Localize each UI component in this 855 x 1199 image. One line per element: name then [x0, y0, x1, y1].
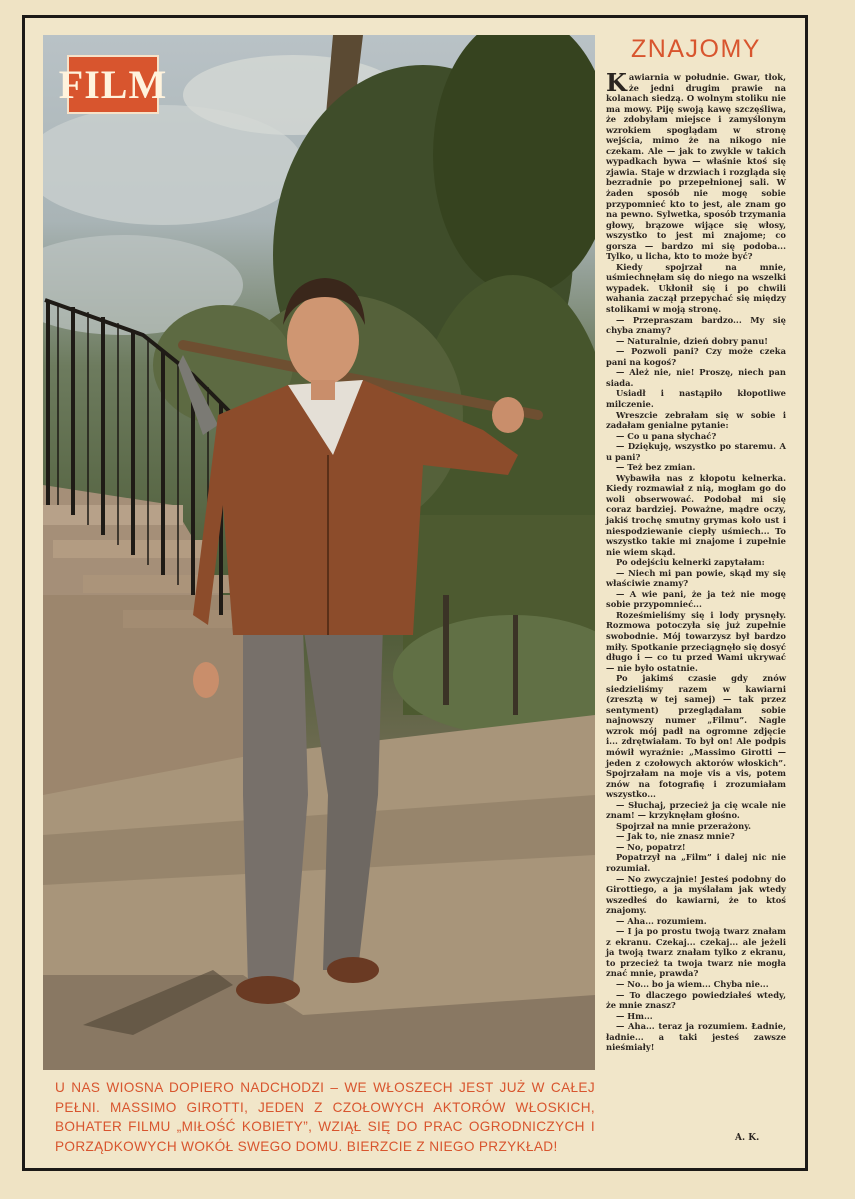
article-paragraph: — Naturalnie, dzień dobry panu!: [616, 335, 768, 346]
article-paragraph: — I ja po prostu twoją twarz znałam z ekranu. Czekaj... czekaj... ale jeżeli ja twoją twarz znałam tylko z ekranu, to przecież ta twoja twarz nie mogła znać mnie, prawda?: [606, 926, 786, 979]
article-paragraph: — Aha... rozumiem.: [616, 915, 707, 926]
article-paragraph: — Ależ nie, nie! Proszę, niech pan siada.: [606, 367, 786, 388]
article-paragraph: Usiadł i nastąpiło kłopotliwe milczenie.: [606, 388, 786, 409]
article-body: [606, 68, 786, 1053]
article-signature: A. K.: [735, 1133, 760, 1143]
article-paragraph: — Niech mi pan powie, skąd my się właściwie znamy?: [606, 567, 786, 589]
dropcap-letter: K: [606, 68, 627, 97]
article-paragraph: — Przepraszam bardzo... My się chyba znamy?: [606, 314, 786, 336]
article-paragraph: — Pozwoli pani? Czy może czeka pani na kogoś?: [606, 346, 786, 367]
article-paragraph: Kiedy spojrzał na mnie, uśmiechnęłam się do niego na wszelki wypadek. Ukłonił się i po chwili wahania zaczął przepychać się między stolikami w moją stronę.: [606, 261, 786, 315]
article-paragraph: Wybawiła nas z kłopotu kelnerka. Kiedy rozmawiał z nią, mogłam go do woli obserwować. Podobał mi się coraz bardziej. Poważne, mądre oczy, jakiś trochę smutny grymas koło ust i niespodziewanie ciepły uśmiech... To wszystko takie mi znajome i zupełnie nie wiem skąd.: [606, 472, 786, 557]
film-logo: FILM: [67, 55, 159, 114]
photo-illustration: [43, 35, 595, 1070]
cover-photo: [43, 35, 595, 1070]
article-paragraph: — Też bez zmian.: [616, 462, 696, 473]
article-paragraph: — No, popatrz!: [616, 841, 686, 852]
article-paragraph: — Hm...: [616, 1010, 653, 1021]
first-paragraph-text: awiarnia w południe. Gwar, tłok, że jedni drugim prawie na kolanach siedzą. O wolnym stoliku nie ma mowy. Piję swoją kawę szczęśliwa, że zdobyłam miejsce i zamyślonym wzrokiem spoglądam w stronę wejścia, mimo że na nikogo nie czekam. Ale — jak to zwykle w takich wypadkach bywa — właśnie ktoś się zjawia. Staje w drzwiach i rozgląda się bezradnie po przepełnionej sali. W żaden sposób nie mogę sobie przypomnieć kto to jest, ale znam go na pewno. Sylwetka, sposób trzymania głowy, brązowe wijące się włosy, wszystko to jest mi znajome; co gorsza — bardzo mi się podoba... Tylko, u licha, kto to może być?: [606, 72, 786, 262]
article-paragraph: Wreszcie zebrałam się w sobie i zadałam genialne pytanie:: [606, 409, 786, 431]
article-paragraph: — Aha... teraz ja rozumiem. Ładnie, ładnie... a taki jesteś zawsze nieśmiały!: [606, 1021, 786, 1053]
article-paragraph: — To dlaczego powiedziałeś wtedy, że mnie znasz?: [606, 989, 786, 1011]
article-title: ZNAJOMY: [631, 35, 761, 63]
article-column: [606, 35, 786, 1053]
article-paragraph: — No... bo ja wiem... Chyba nie...: [616, 979, 769, 990]
article-paragraph: — A wie pani, że ja też nie mogę sobie przypomnieć...: [606, 588, 786, 610]
article-paragraph: Po jakimś czasie gdy znów siedzieliśmy razem w kawiarni (zresztą w tej samej) — tak przez sentyment) przeglądałam sobie najnowszy numer „Filmu”. Nagle wzrok mój padł na ogromne zdjęcie i... zdrętwiałam. To był on! Ale podpis mówił wyraźnie: „Massimo Girotti — jeden z czołowych aktorów włoskich”. Spojrzałam na moje vis a vis, potem znów na fotografię i zrozumiałam wszystko...: [606, 673, 786, 800]
photo-caption: U NAS WIOSNA DOPIERO NADCHODZI – WE WŁOSZECH JEST JUŻ W CAŁEJ PEŁNI. MASSIMO GIROTTI, JEDEN Z CZOŁOWYCH AKTORÓW WŁOSKICH, BOHATER FILMU „MIŁOŚĆ KOBIETY”, WZIĄŁ SIĘ DO PRAC OGRODNICZYCH I PORZĄDKOWYCH WOKÓŁ SWEGO DOMU. BIERZCIE Z NIEGO PRZYKŁAD!: [55, 1080, 595, 1154]
article-paragraph: Po odejściu kelnerki zapytałam:: [616, 557, 765, 568]
article-paragraph: — Dziękuję, wszystko po staremu. A u pani?: [606, 441, 786, 462]
article-paragraph: [606, 68, 786, 262]
article-paragraph: Spojrzał na mnie przerażony.: [616, 820, 751, 831]
article-paragraph: — Jak to, nie znasz mnie?: [616, 831, 735, 842]
article-paragraph: — No zwyczajnie! Jesteś podobny do Girottiego, a ja myślałam jak wtedy wszedłeś do kawiarni, że to ktoś znajomy.: [606, 873, 786, 916]
article-paragraph: — Słuchaj, przecież ja cię wcale nie znam! — krzyknęłam głośno.: [606, 799, 786, 821]
article-paragraph: Roześmieliśmy się i lody prysnęły. Rozmowa potoczyła się już zupełnie swobodnie. Mój towarzysz był bardzo miły. Spotkanie przeciągnęło się dosyć długo i — co tu przed Wami ukrywać — nie było ostatnie.: [606, 609, 786, 673]
article-paragraph: — Co u pana słychać?: [616, 430, 717, 441]
article-paragraph: Popatrzył na „Film” i dalej nic nie rozumiał.: [606, 852, 786, 874]
